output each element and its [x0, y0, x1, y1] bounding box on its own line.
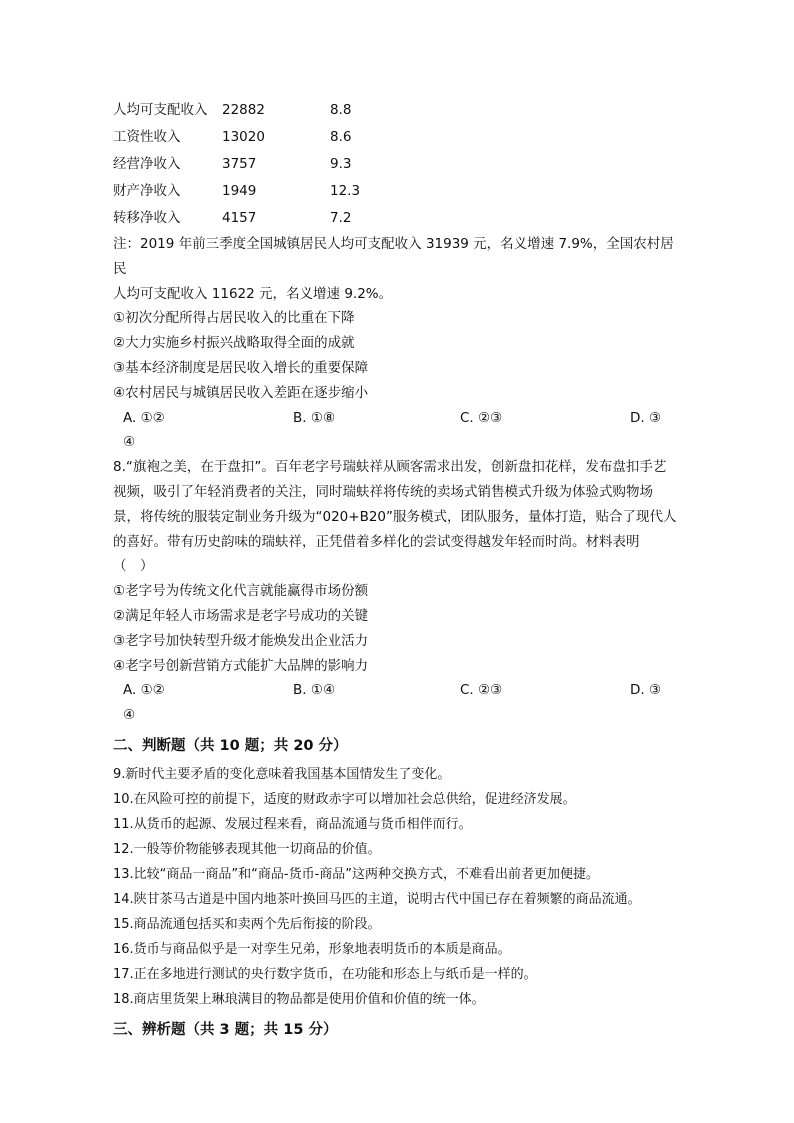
item-growth: 12.3	[330, 183, 361, 199]
option-c[interactable]: C. ②③	[460, 682, 503, 699]
q7-note-line: 人均可支配收入 11622 元，名义增速 9.2%。	[113, 285, 393, 302]
judgment-question: 13.比较“商品一商品”和“商品-货币-商品”这两种交换方式，不难看出前者更加便捷。	[113, 866, 599, 882]
judgment-question: 17.正在多地进行测试的央行数字货币，在功能和形态上与纸币是一样的。	[113, 966, 537, 982]
item-name: 人均可支配收入	[113, 102, 208, 118]
q8-statement: ③老字号加快转型升级才能焕发出企业活力	[113, 632, 369, 649]
item-amount: 4157	[222, 210, 257, 226]
item-name: 财产净收入	[113, 183, 181, 199]
q8-stem-line: 8.“旗袍之美，在于盘扣”。百年老字号瑞蚨祥从顾客需求出发，创新盘扣花样，发布盘扣手艺	[113, 459, 667, 476]
item-amount: 22882	[222, 102, 265, 118]
table-row	[113, 126, 473, 153]
q8-options	[113, 678, 681, 703]
table-row	[113, 207, 473, 234]
judgment-question: 18.商店里货架上琳琅满目的物品都是使用价值和价值的统一体。	[113, 991, 485, 1007]
section-title: 三、辨析题（共 3 题；共 15 分）	[113, 1021, 338, 1038]
item-name: 转移净收入	[113, 210, 181, 226]
item-amount: 3757	[222, 156, 257, 172]
item-amount: 1949	[222, 183, 257, 199]
q8-statement: ①老字号为传统文化代言就能赢得市场份额	[113, 583, 369, 600]
judgment-question: 11.从货币的起源、发展过程来看，商品流通与货币相伴而行。	[113, 816, 472, 832]
judgment-question: 9.新时代主要矛盾的变化意味着我国基本国情发生了变化。	[113, 766, 451, 782]
judgment-question: 10.在风险可控的前提下，适度的财政赤字可以增加社会总供给，促进经济发展。	[113, 791, 576, 807]
item-growth: 8.6	[330, 129, 352, 145]
option-b[interactable]: B. ①④	[293, 682, 336, 699]
q8-stem-line: 景，将传统的服装定制业务升级为“020+B20”服务模式，团队服务，量体打造，贴合了现代人	[113, 508, 677, 525]
table-row	[113, 153, 473, 180]
item-name: 经营净收入	[113, 156, 181, 172]
item-growth: 7.2	[330, 210, 352, 226]
q7-statement: ④农村居民与城镇居民收入差距在逐步缩小	[113, 384, 369, 401]
section-title: 二、判断题（共 10 题；共 20 分）	[113, 737, 348, 754]
judgment-question: 14.陕甘茶马古道是中国内地茶叶换回马匹的主道，说明古代中国已存在着频繁的商品流通。	[113, 891, 641, 907]
exam-body	[113, 232, 681, 1046]
q8-statement: ④老字号创新营销方式能扩大品牌的影响力	[113, 657, 369, 674]
item-amount: 13020	[222, 129, 265, 145]
item-growth: 9.3	[330, 156, 352, 172]
judgment-question: 12.一般等价物能够表现其他一切商品的价值。	[113, 841, 381, 857]
item-name: 工资性收入	[113, 129, 181, 145]
judgment-question: 16.货币与商品似乎是一对孪生兄弟，形象地表明货币的本质是商品。	[113, 941, 511, 957]
option-d[interactable]: D. ③	[630, 682, 662, 699]
item-growth: 8.8	[330, 102, 352, 118]
option-a[interactable]: A. ①②	[123, 682, 165, 699]
option-a[interactable]: A. ①②	[123, 409, 165, 426]
option-d[interactable]: D. ③	[630, 409, 662, 426]
income-table	[113, 99, 473, 234]
q7-statement: ②大力实施乡村振兴战略取得全面的成就	[113, 335, 355, 352]
q8-stem-line: 的喜好。带有历史韵味的瑞蚨祥，正凭借着多样化的尝试变得越发年轻而时尚。材料表明	[113, 533, 640, 550]
q7-note-line: 注：2019 年前三季度全国城镇居民人均可支配收入 31939 元，名义增速 7.9%，全国农村居民	[113, 236, 674, 277]
table-row	[113, 99, 473, 126]
option-b[interactable]: B. ①⑧	[293, 409, 336, 426]
q8-stem-line: 视频，吸引了年轻消费者的关注，同时瑞蚨祥将传统的卖场式销售模式升级为体验式购物场	[113, 483, 653, 500]
judgment-question: 15.商品流通包括买和卖两个先后衔接的阶段。	[113, 916, 381, 932]
table-row	[113, 180, 473, 207]
q7-statement: ③基本经济制度是居民收入增长的重要保障	[113, 359, 369, 376]
q7-statement: ①初次分配所得占居民收入的比重在下降	[113, 310, 355, 327]
option-d-continuation: ④	[123, 707, 136, 724]
q8-statement: ②满足年轻人市场需求是老字号成功的关键	[113, 607, 369, 624]
q8-answer-blank: （ ）	[113, 558, 154, 575]
option-d-continuation: ④	[123, 434, 136, 451]
option-c[interactable]: C. ②③	[460, 409, 503, 426]
q7-options	[113, 406, 681, 431]
